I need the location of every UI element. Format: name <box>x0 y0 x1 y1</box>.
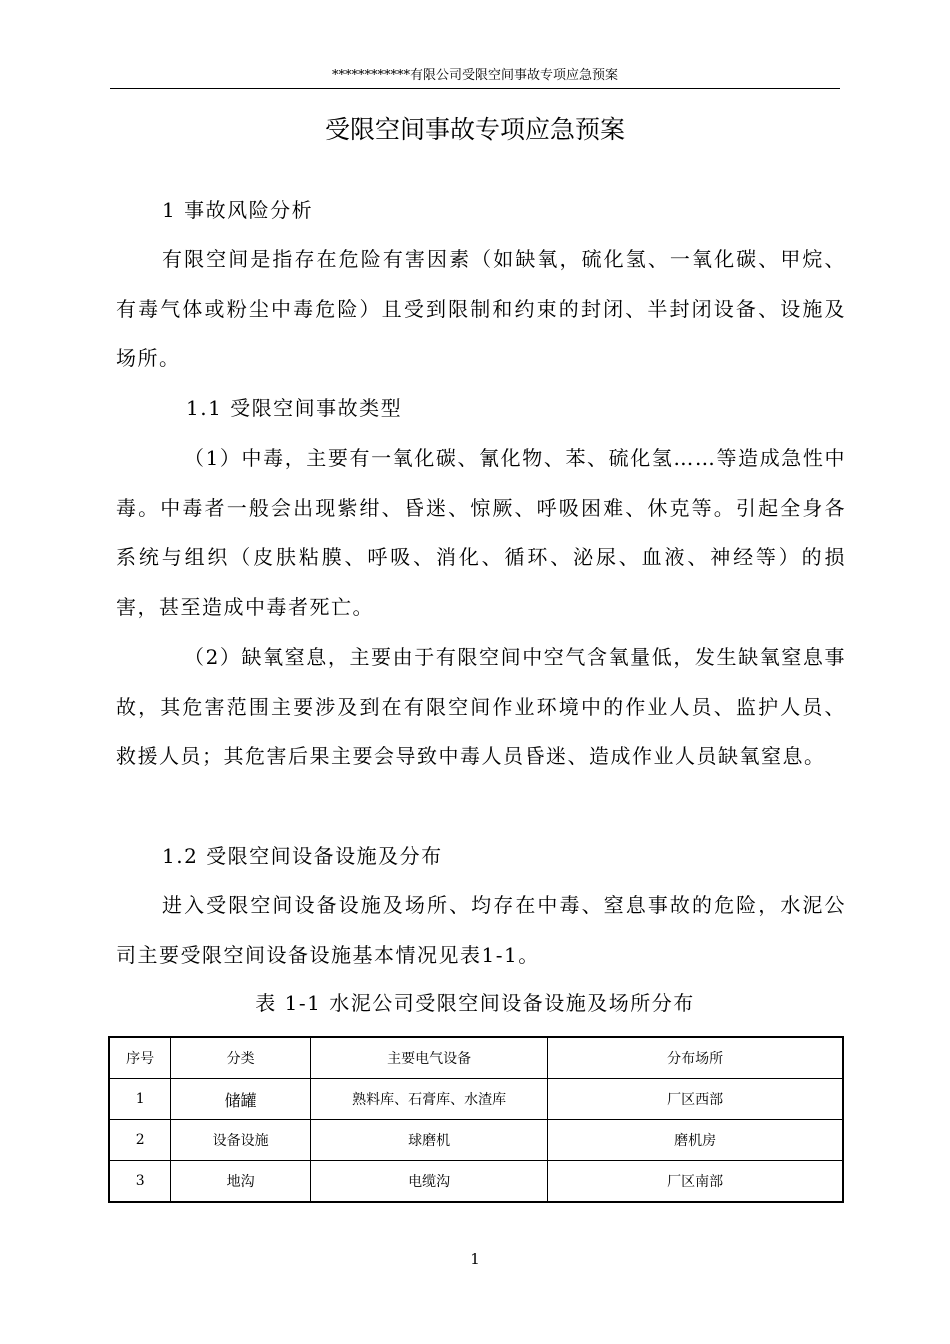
table-row <box>109 1079 843 1120</box>
document-title: 受限空间事故专项应急预案 <box>324 115 625 144</box>
table-cell: 3 <box>109 1161 171 1203</box>
table-cell: 球磨机 <box>310 1120 547 1161</box>
table-cell: 2 <box>109 1120 171 1161</box>
table-cell: 地沟 <box>171 1161 311 1203</box>
section-1-1-heading: 1.1 受限空间事故类型 <box>186 396 403 420</box>
table-cell: 1 <box>109 1079 171 1120</box>
section-1-2-paragraph: 进入受限空间设备设施及场所、均存在中毒、窒息事故的危险，水泥公司主要受限空间设备设施基本情况见表1-1。 <box>116 893 846 967</box>
header-divider <box>110 88 840 89</box>
table-cell: 熟料库、石膏库、水渣库 <box>310 1079 547 1120</box>
header-cell: 序号 <box>109 1037 171 1079</box>
section-1-1-paragraph-1: （1）中毒，主要有一氧化碳、氰化物、苯、硫化氢……等造成急性中毒。中毒者一般会出现紫绀、昏迷、惊厥、呼吸困难、休克等。引起全身各系统与组织（皮肤粘膜、呼吸、消化、循环、泌尿、血液、神经等）的损害，甚至造成中毒者死亡。 <box>116 446 846 619</box>
section-1-1-paragraph-2: （2）缺氧窒息，主要由于有限空间中空气含氧量低，发生缺氧窒息事故，其危害范围主要涉及到在有限空间作业环境中的作业人员、监护人员、救援人员；其危害后果主要会导致中毒人员昏迷、造成作业人员缺氧窒息。 <box>116 645 846 768</box>
section-1-2-heading: 1.2 受限空间设备设施及分布 <box>162 844 443 868</box>
table-cell: 电缆沟 <box>310 1161 547 1203</box>
header-cell: 主要电气设备 <box>310 1037 547 1079</box>
header-cell: 分类 <box>171 1037 311 1079</box>
page-header: ************有限公司受限空间事故专项应急预案 <box>331 68 618 83</box>
table-row <box>109 1120 843 1161</box>
table-header-row <box>109 1037 843 1079</box>
table-cell: 磨机房 <box>548 1120 843 1161</box>
section-1-paragraph: 有限空间是指存在危险有害因素（如缺氧，硫化氢、一氧化碳、甲烷、有毒气体或粉尘中毒危险）且受到限制和约束的封闭、半封闭设备、设施及场所。 <box>116 247 846 370</box>
facilities-table <box>108 1036 844 1203</box>
table-cell: 厂区西部 <box>548 1079 843 1120</box>
table-row <box>109 1161 843 1203</box>
table-cell: 厂区南部 <box>548 1161 843 1203</box>
section-1-heading: 1 事故风险分析 <box>162 198 314 222</box>
table-cell: 设备设施 <box>171 1120 311 1161</box>
header-cell: 分布场所 <box>548 1037 843 1079</box>
page-number: 1 <box>470 1250 480 1268</box>
table-caption: 表 1-1 水泥公司受限空间设备设施及场所分布 <box>255 991 695 1015</box>
table-cell: 储罐 <box>171 1079 311 1120</box>
